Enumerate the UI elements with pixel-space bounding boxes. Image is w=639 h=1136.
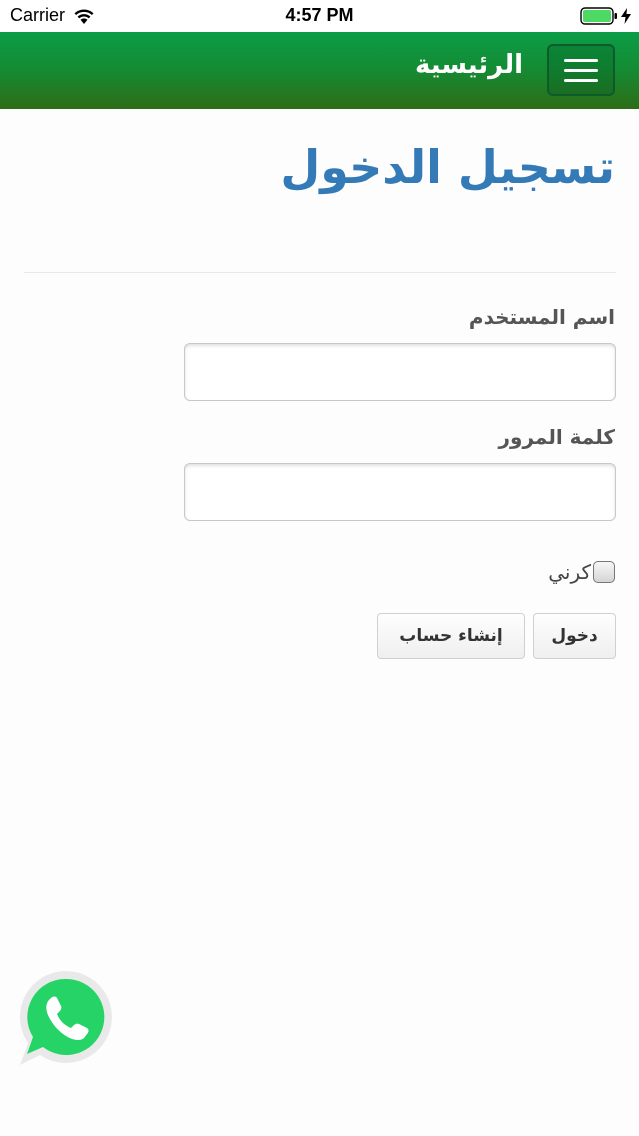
hamburger-icon-bar: [564, 79, 598, 82]
hamburger-icon-bar: [564, 69, 598, 72]
clock: 4:57 PM: [285, 5, 354, 25]
whatsapp-icon: [14, 967, 118, 1071]
register-button[interactable]: إنشاء حساب: [377, 613, 525, 659]
divider: [24, 272, 616, 273]
menu-button[interactable]: [547, 44, 615, 96]
hamburger-icon: [564, 59, 598, 62]
username-label: اسم المستخدم: [468, 305, 615, 329]
remember-me-row: [548, 560, 615, 584]
login-button[interactable]: دخول: [533, 613, 616, 659]
navbar: [0, 32, 639, 109]
password-label: كلمة المرور: [498, 425, 615, 449]
status-bar: [0, 0, 639, 32]
remember-me-checkbox[interactable]: [593, 561, 615, 583]
nav-home-link[interactable]: الرئيسية: [414, 50, 523, 80]
carrier-label: Carrier: [10, 5, 66, 25]
username-input[interactable]: [184, 343, 616, 401]
page-title: تسجيل الدخول: [280, 140, 615, 194]
charging-bolt-icon: [621, 8, 631, 24]
remember-me-label: كرني: [548, 560, 591, 584]
battery-icon: [580, 7, 618, 25]
password-input[interactable]: [184, 463, 616, 521]
status-right: [580, 7, 631, 25]
whatsapp-button[interactable]: [14, 967, 118, 1071]
